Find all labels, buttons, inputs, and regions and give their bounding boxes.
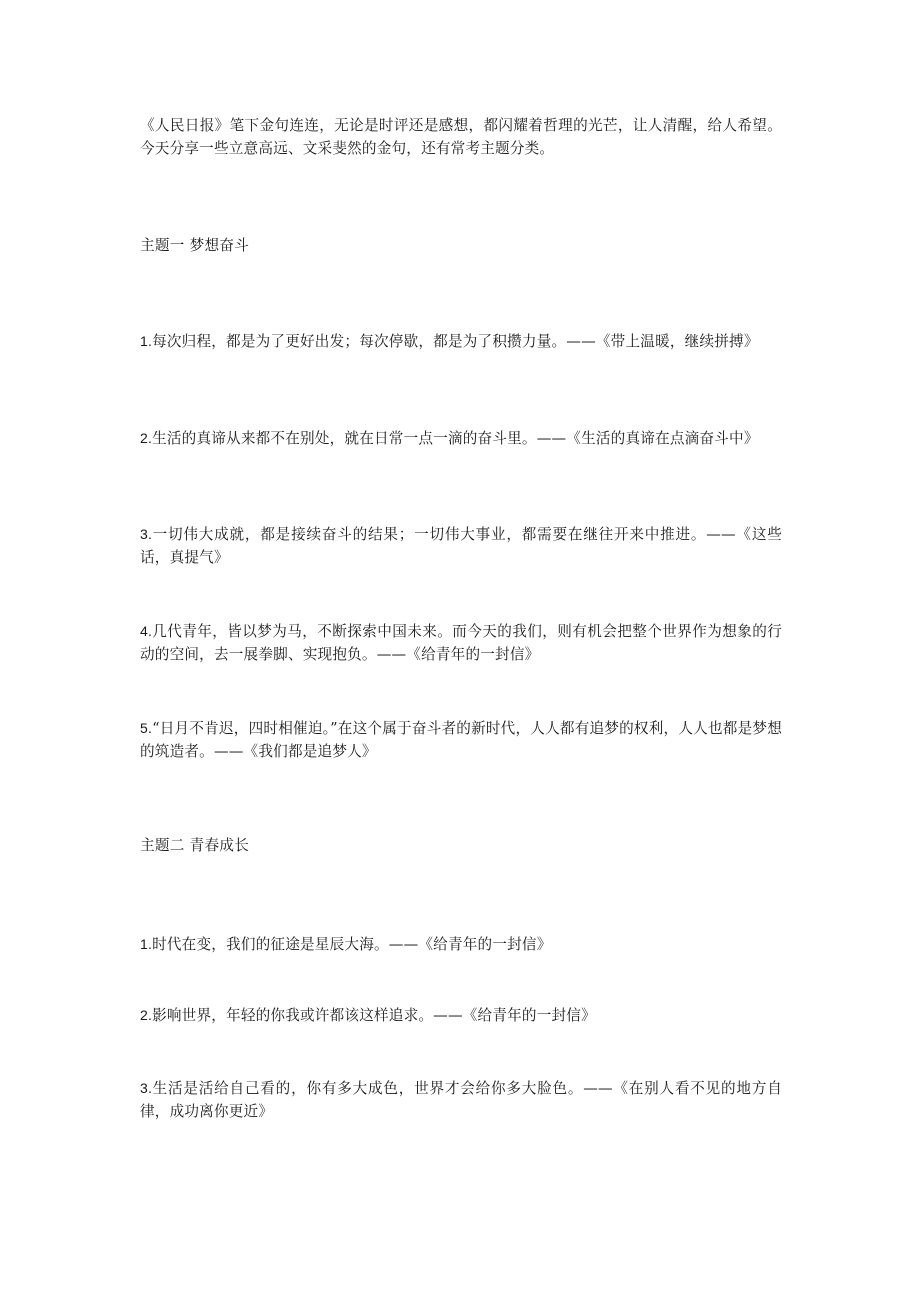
quote-item xyxy=(140,1077,782,1123)
quote-item xyxy=(140,427,782,451)
item-text: “日月不肯迟，四时相催迫。”在这个属于奋斗者的新时代，人人都有追梦的权利，人人也都是梦想的筑造者。——《我们都是追梦人》 xyxy=(140,720,782,760)
item-number: 3. xyxy=(140,1080,153,1096)
item-number: 1. xyxy=(140,936,153,952)
item-text: 生活的真谛从来都不在别处，就在日常一点一滴的奋斗里。——《生活的真谛在点滴奋斗中》 xyxy=(152,430,759,447)
quote-item xyxy=(140,620,782,666)
quote-item xyxy=(140,717,782,763)
item-text: 生活是活给自己看的，你有多大成色，世界才会给你多大脸色。——《在别人看不见的地方自律，成功离你更近》 xyxy=(140,1080,782,1120)
item-number: 1. xyxy=(140,333,153,349)
quote-item xyxy=(140,1004,782,1028)
item-number: 2. xyxy=(140,1007,153,1023)
quote-item xyxy=(140,523,782,569)
item-text: 每次归程，都是为了更好出发；每次停歇，都是为了积攒力量。——《带上温暖，继续拼搏》 xyxy=(152,333,759,350)
section-heading-1: 主题一 梦想奋斗 xyxy=(140,237,250,254)
quote-item xyxy=(140,933,782,957)
item-number: 5. xyxy=(140,720,153,736)
item-text: 时代在变，我们的征途是星辰大海。——《给青年的一封信》 xyxy=(152,936,552,953)
quote-item xyxy=(140,330,782,354)
intro-paragraph: 《人民日报》笔下金句连连，无论是时评还是感想，都闪耀着哲理的光芒，让人清醒，给人希望。今天分享一些立意高远、文采斐然的金句，还有常考主题分类。 xyxy=(140,117,782,157)
item-number: 3. xyxy=(140,526,153,542)
section-heading-2: 主题二 青春成长 xyxy=(140,837,250,854)
item-text: 几代青年，皆以梦为马，不断探索中国未来。而今天的我们，则有机会把整个世界作为想象的行动的空间，去一展拳脚、实现抱负。——《给青年的一封信》 xyxy=(140,623,782,663)
item-text: 影响世界，年轻的你我或许都该这样追求。——《给青年的一封信》 xyxy=(152,1007,596,1024)
item-number: 4. xyxy=(140,623,153,639)
item-number: 2. xyxy=(140,430,153,446)
item-text: 一切伟大成就，都是接续奋斗的结果；一切伟大事业，都需要在继往开来中推进。——《这些话，真提气》 xyxy=(140,526,782,566)
